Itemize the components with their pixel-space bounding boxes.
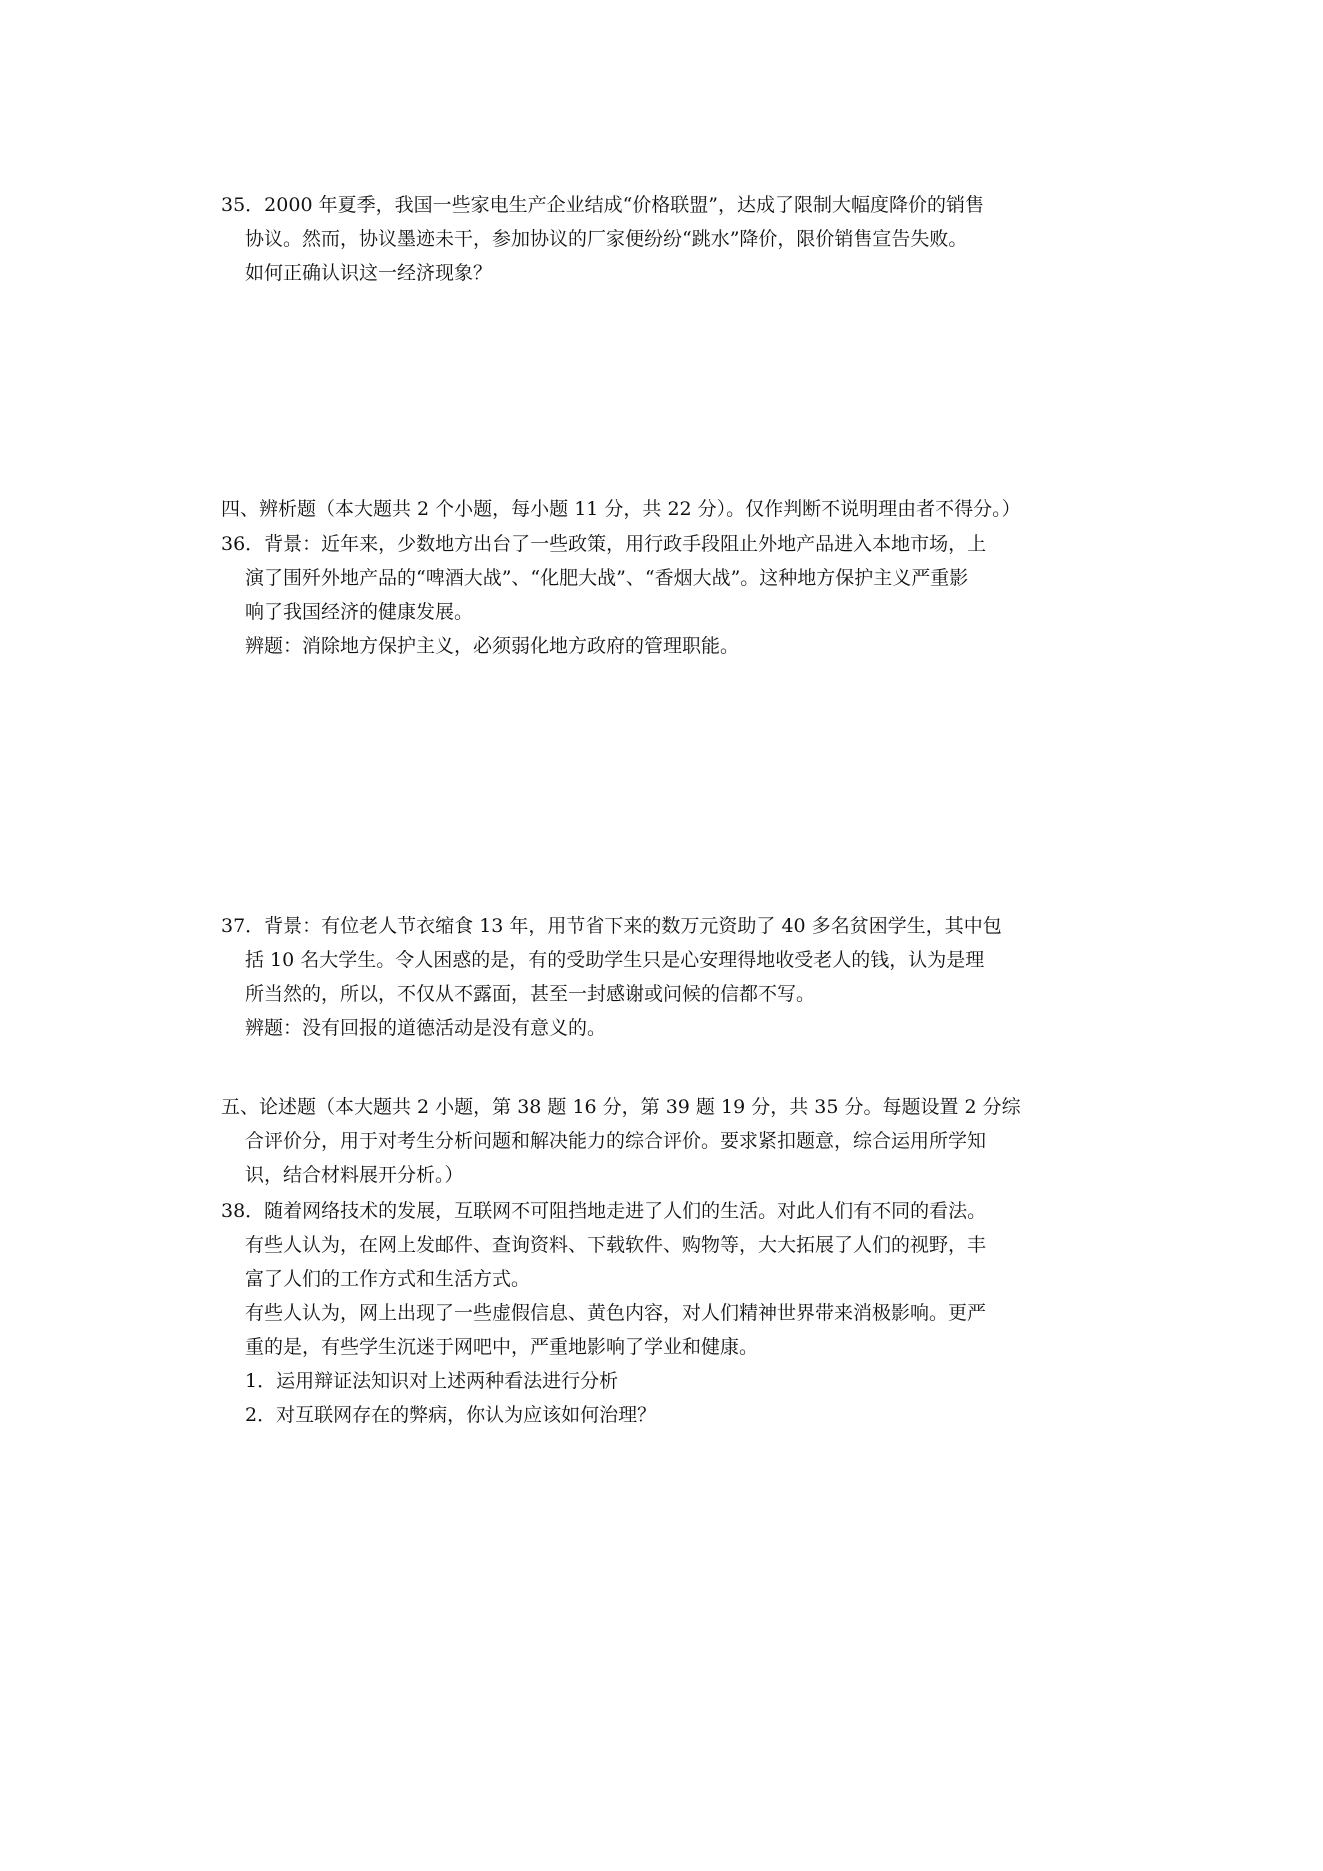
question-38-line: 有些人认为，网上出现了一些虚假信息、黄色内容，对人们精神世界带来消极影响。更严 [245,1302,987,1324]
section-heading-line: 合评价分，用于对考生分析问题和解决能力的综合评价。要求紧扣题意，综合运用所学知 [245,1130,987,1152]
question-38-line: 富了人们的工作方式和生活方式。 [245,1268,531,1290]
question-36-line: 响了我国经济的健康发展。 [245,601,474,623]
section-heading-line: 五、论述题（本大题共 2 小题，第 38 题 16 分，第 39 题 19 分，共 35 分。每题设置 2 分综 [221,1096,1021,1118]
question-37-statement: 辨题：没有回报的道德活动是没有意义的。 [245,1017,607,1039]
section-heading: 四、辨析题（本大题共 2 个小题，每小题 11 分，共 22 分）。仅作判断不说明理由者不得分。） [221,498,1021,520]
section-4-heading [221,492,1111,526]
question-38-subquestion: 2．对互联网存在的弊病，你认为应该如何治理？ [245,1404,657,1426]
question-37-line: 37．背景：有位老人节衣缩食 13 年，用节省下来的数万元资助了 40 多名贫困学生，其中包 [221,915,1002,937]
section-5-heading [221,1090,1111,1192]
question-35-line: 协议。然而，协议墨迹未干，参加协议的厂家便纷纷“跳水”降价，限价销售宣告失败。 [245,228,968,250]
question-37 [221,909,1111,1045]
question-38-line: 38．随着网络技术的发展，互联网不可阻挡地走进了人们的生活。对此人们有不同的看法。 [221,1200,987,1222]
question-36-line: 演了围歼外地产品的“啤酒大战”、“化肥大战”、“香烟大战”。这种地方保护主义严重影 [245,567,969,589]
question-35-line: 如何正确认识这一经济现象？ [245,262,493,284]
question-36-statement: 辨题：消除地方保护主义，必须弱化地方政府的管理职能。 [245,635,740,657]
question-38-subquestion: 1．运用辩证法知识对上述两种看法进行分析 [245,1370,619,1392]
question-35-line: 35．2000 年夏季，我国一些家电生产企业结成“价格联盟”，达成了限制大幅度降价的销售 [221,194,984,216]
question-38-line: 重的是，有些学生沉迷于网吧中，严重地影响了学业和健康。 [245,1336,759,1358]
question-37-line: 所当然的，所以，不仅从不露面，甚至一封感谢或问候的信都不写。 [245,983,816,1005]
question-36 [221,527,1111,663]
question-38 [221,1194,1111,1432]
question-35 [221,188,1111,290]
question-36-line: 36．背景：近年来，少数地方出台了一些政策，用行政手段阻止外地产品进入本地市场，上 [221,533,987,555]
question-38-line: 有些人认为，在网上发邮件、查询资料、下载软件、购物等，大大拓展了人们的视野，丰 [245,1234,987,1256]
question-37-line: 括 10 名大学生。令人困惑的是，有的受助学生只是心安理得地收受老人的钱，认为是理 [245,949,985,971]
section-heading-line: 识，结合材料展开分析。） [245,1164,464,1186]
